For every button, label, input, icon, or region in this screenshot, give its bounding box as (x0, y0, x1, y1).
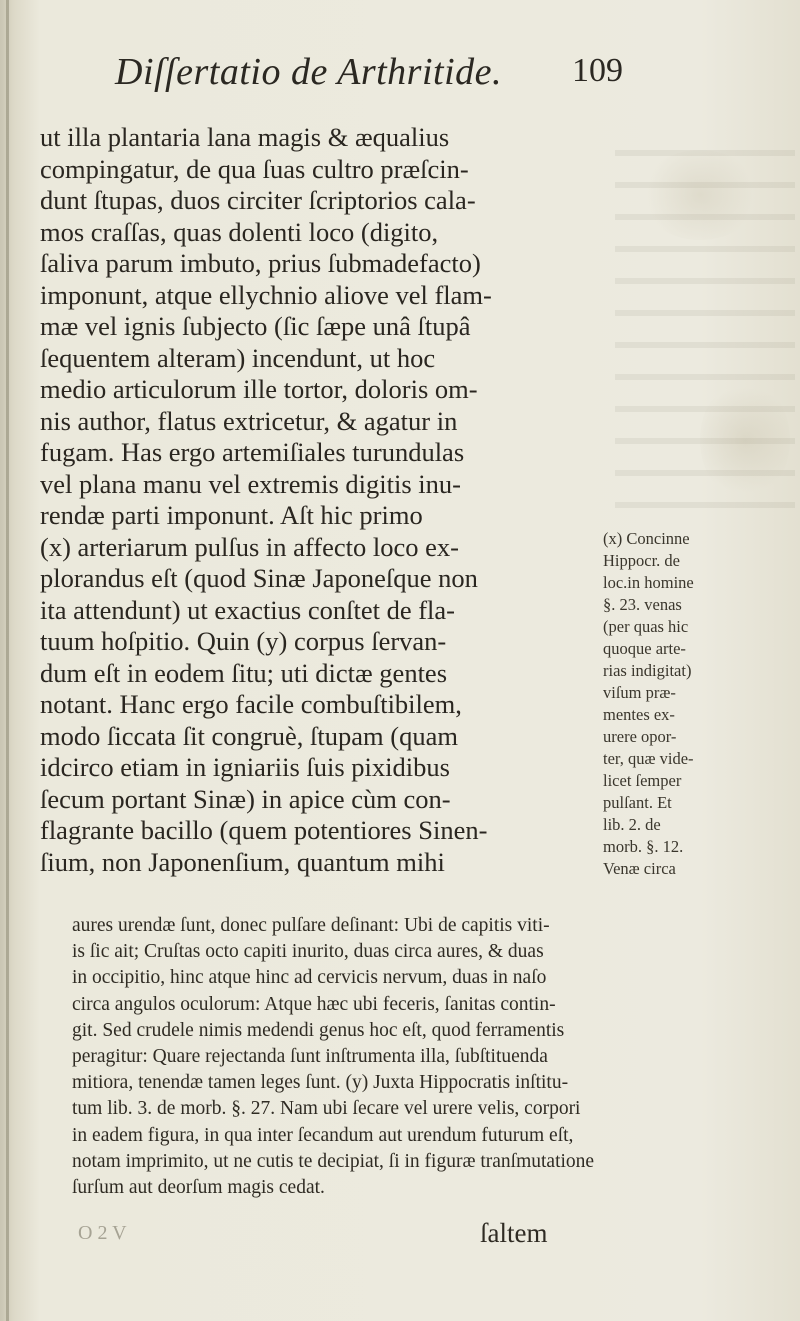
paper-stain (700, 380, 790, 500)
catchword: ſaltem (480, 1218, 548, 1248)
marginal-note (603, 528, 793, 880)
margin-note-line: Hippocr. de (603, 551, 680, 570)
margin-note-line: Venæ circa (603, 859, 676, 878)
margin-note-line: (per quas hic (603, 617, 689, 636)
text-line: (x) arteriarum pulſus in affecto loco ex- (40, 531, 459, 562)
text-line: dunt ſtupas, duos circiter ſcriptorios cala- (40, 185, 476, 215)
margin-note-line: viſum præ- (603, 683, 676, 702)
paper-stain (640, 150, 760, 240)
text-line: ſaliva parum imbuto, prius ſubmadefacto) (40, 248, 481, 278)
main-text-block (40, 122, 600, 878)
text-line: ita attendunt) ut exactius conſtet de fla- (40, 594, 456, 625)
margin-note-line: lib. 2. de (603, 815, 661, 834)
text-line: notant. Hanc ergo facile combuſtibilem, (40, 689, 462, 719)
binding-gutter (6, 0, 9, 1321)
text-line: mos craſſas, quas dolenti loco (digito, (40, 216, 439, 247)
margin-note-line: rias indigitat) (603, 661, 692, 680)
signature-mark: O 2 V (78, 1222, 127, 1244)
text-line: medio articulorum ille tortor, doloris om- (40, 374, 478, 404)
footnote-line: aures urendæ ſunt, donec pulſare deſinant: Ubi de capitis viti- (72, 915, 550, 936)
footnote-line: peragitur: Quare rejectanda ſunt inſtrumenta illa, ſubſtituenda (72, 1045, 548, 1067)
text-line: idcirco etiam in igniariis ſuis pixidibus (40, 752, 450, 782)
text-line: mæ vel ignis ſubjecto (ſic ſæpe unâ ſtupâ (40, 311, 471, 341)
margin-note-line: pulſant. Et (603, 793, 672, 812)
footnote-line: tum lib. 3. de morb. §. 27. Nam ubi ſecare vel urere velis, corpori (72, 1098, 581, 1120)
margin-note-line: mentes ex- (603, 705, 675, 724)
text-line: compingatur, de qua ſuas cultro præſcin- (40, 153, 469, 184)
text-line: ut illa plantaria lana magis & æqualius (40, 122, 450, 152)
running-title: Diſſertatio de Arthritide. (115, 51, 503, 93)
text-line: modo ſiccata ſit congruè, ſtupam (quam (40, 720, 458, 751)
footnote-block (72, 913, 792, 1201)
page-number: 109 (572, 52, 623, 89)
text-line: ſium, non Japonenſium, quantum mihi (40, 846, 445, 877)
margin-note-line: licet ſemper (603, 771, 682, 790)
text-line: plorandus eſt (quod Sinæ Japoneſque non (40, 563, 478, 593)
margin-note-line: morb. §. 12. (603, 837, 684, 856)
text-line: ſequentem alteram) incendunt, ut hoc (40, 342, 436, 373)
margin-note-line: (x) Concinne (603, 529, 690, 548)
footnote-line: notam imprimito, ut ne cutis te decipiat, ſi in figuræ tranſmutatione (72, 1150, 595, 1172)
text-line: nis author, flatus extricetur, & agatur in (40, 405, 458, 436)
text-line: rendæ parti imponunt. Aſt hic primo (40, 500, 423, 530)
footnote-line: in occipitio, hinc atque hinc ad cervicis nervum, duas in naſo (72, 967, 547, 989)
text-line: fugam. Has ergo artemiſiales turundulas (40, 437, 465, 467)
footnote-line: is ſic ait; Cruſtas octo capiti inurito, duas circa aures, & duas (72, 941, 544, 963)
footnote-line: mitiora, tenendæ tamen leges ſunt. (y) Juxta Hippocratis inſtitu- (72, 1072, 569, 1094)
text-line: dum eſt in eodem ſitu; uti dictæ gentes (40, 657, 448, 688)
text-line: tuum hoſpitio. Quin (y) corpus ſervan- (40, 626, 447, 656)
text-line: vel plana manu vel extremis digitis inu- (40, 468, 461, 499)
margin-note-line: loc.in homine (603, 573, 694, 592)
footnote-line: git. Sed crudele nimis medendi genus hoc eſt, quod ferramentis (72, 1019, 565, 1041)
footnote-line: circa angulos oculorum: Atque hæc ubi feceris, ſanitas contin- (72, 993, 556, 1015)
text-line: flagrante bacillo (quem potentiores Sinen- (40, 815, 488, 845)
text-line: imponunt, atque ellychnio aliove vel flam- (40, 279, 492, 310)
margin-note-line: ter, quæ vide- (603, 749, 694, 768)
footnote-line: in eadem figura, in qua inter ſecandum aut urendum futurum eſt, (72, 1124, 574, 1146)
margin-note-line: §. 23. venas (603, 595, 682, 614)
margin-note-line: quoque arte- (603, 639, 686, 658)
margin-note-line: urere opor- (603, 727, 677, 746)
footnote-line: ſurſum aut deorſum magis cedat. (72, 1176, 325, 1198)
page-header (0, 50, 800, 100)
text-line: ſecum portant Sinæ) in apice cùm con- (40, 783, 451, 814)
